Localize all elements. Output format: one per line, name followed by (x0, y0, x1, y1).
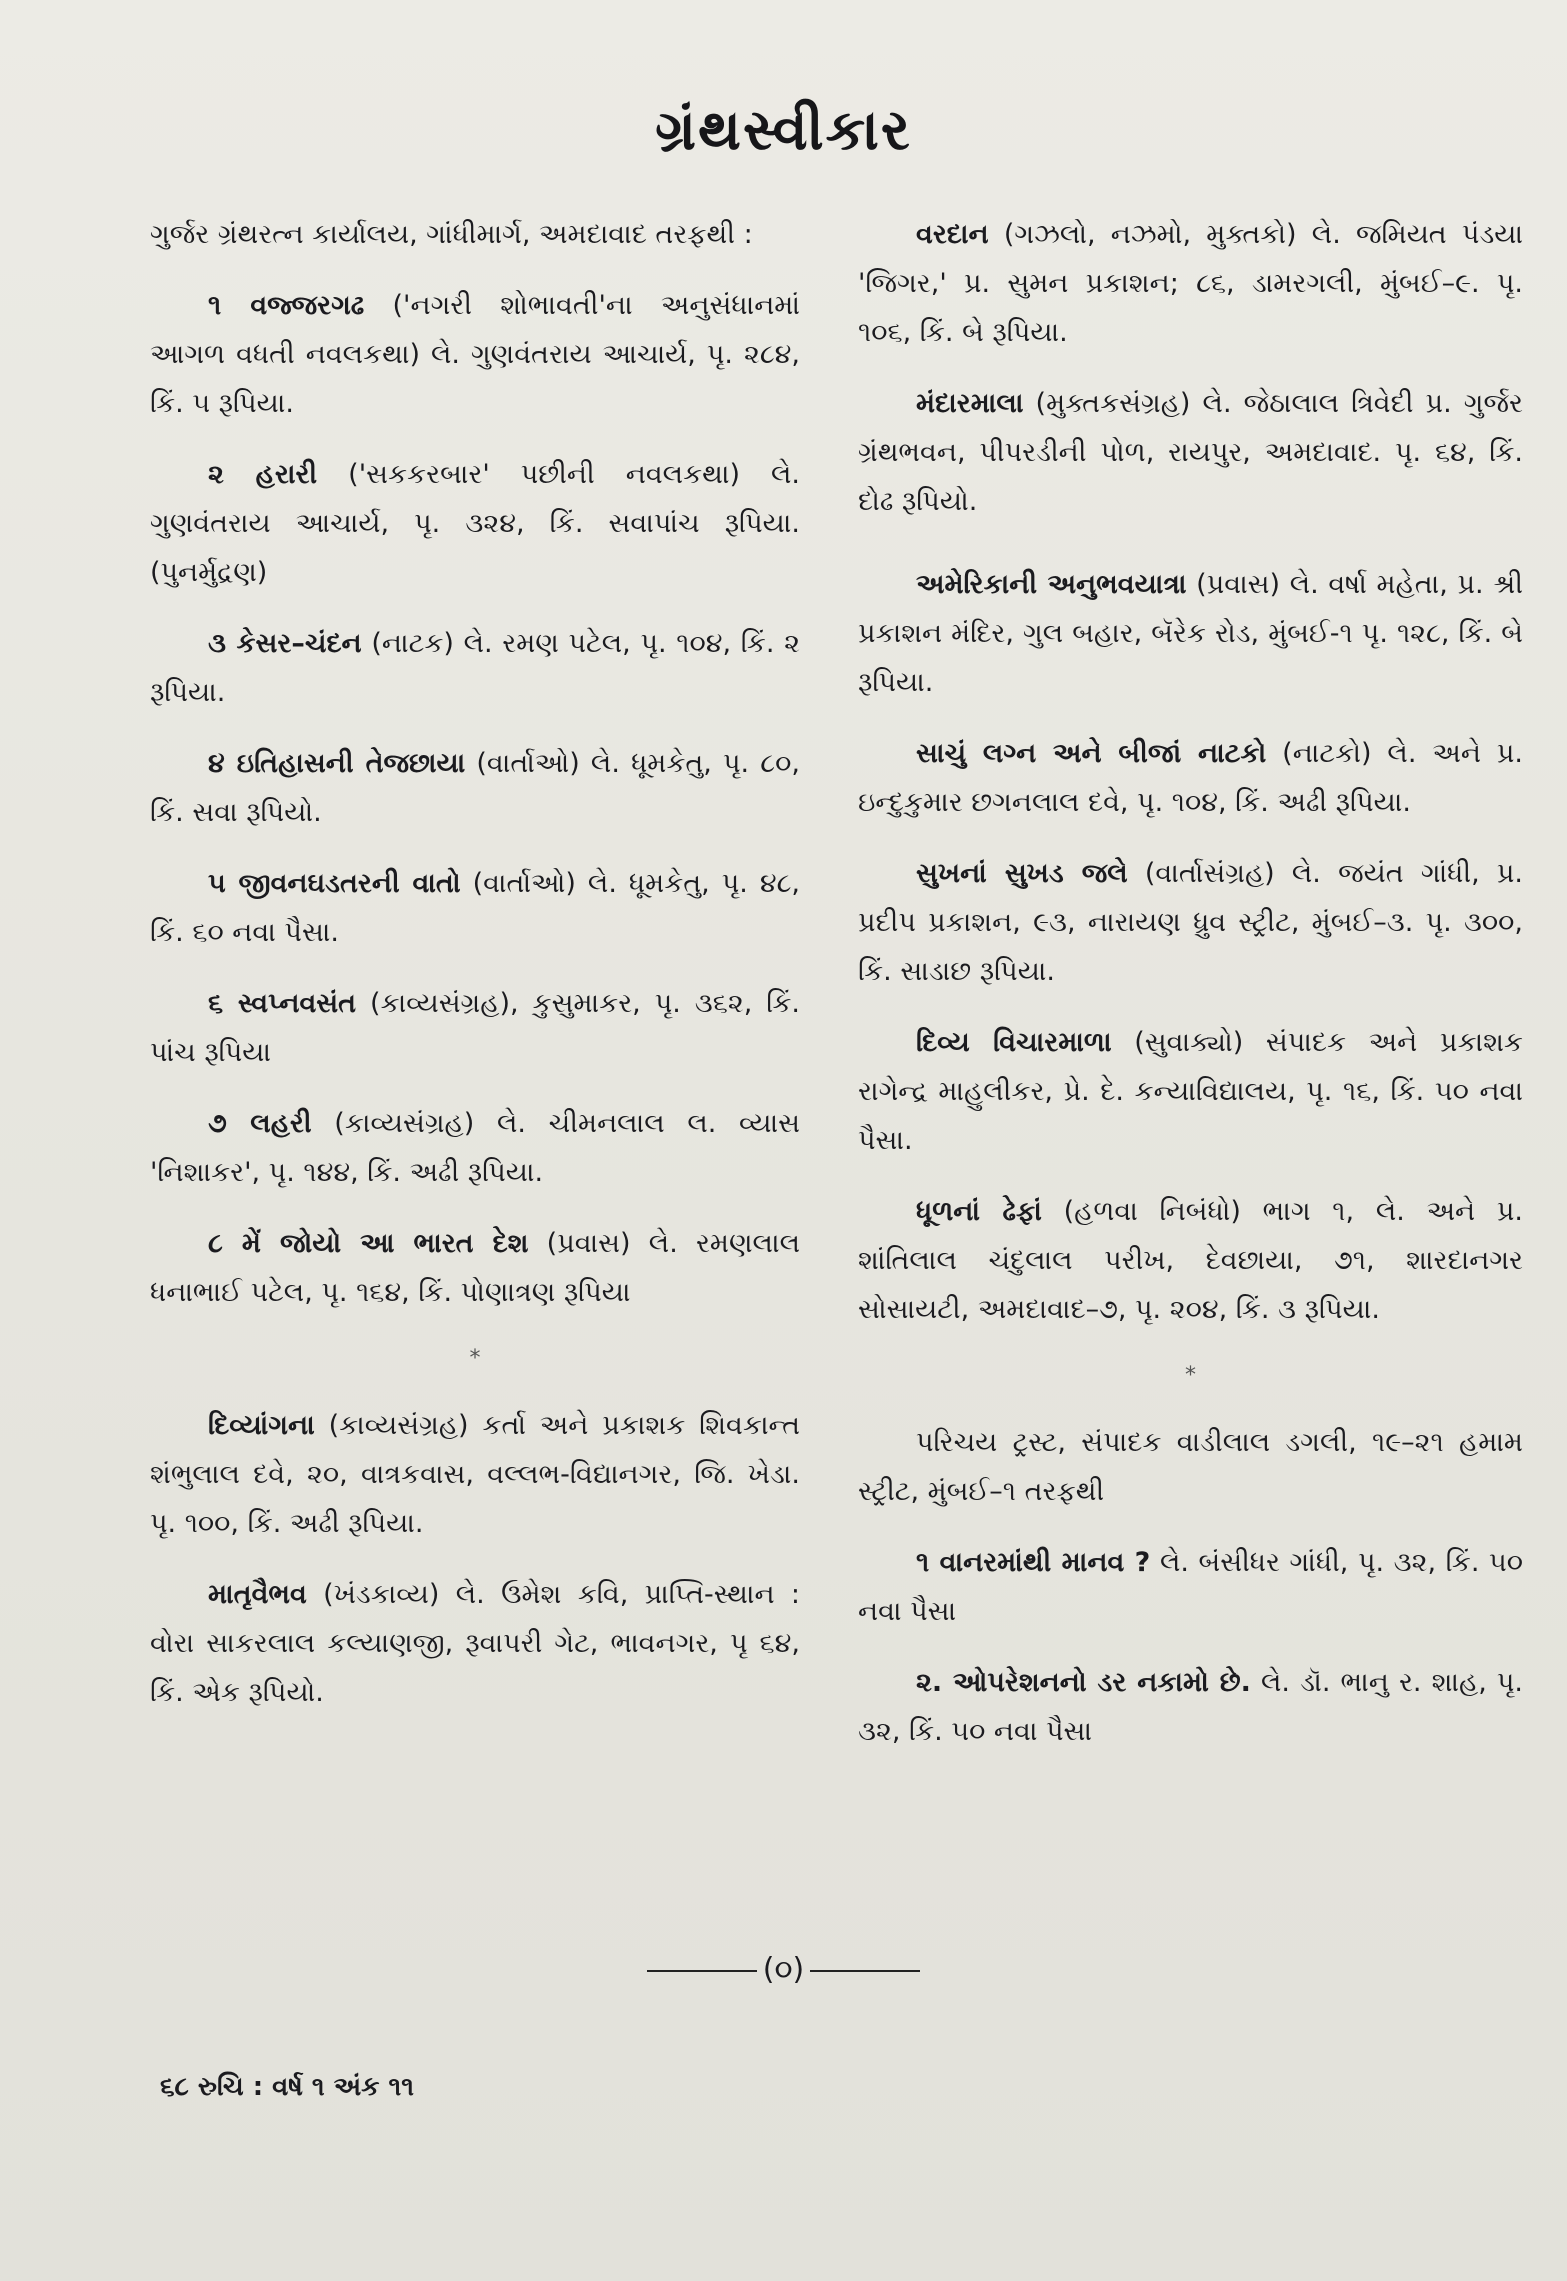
book-details: (નાટક) લે. રમણ પટેલ, પૃ. ૧૦૪, કિં. ૨ રૂપિયા. (150, 628, 800, 708)
book-details: (પ્રવાસ) લે. વર્ષા મહેતા, પ્ર. શ્રી પ્રકાશન મંદિર, ગુલ બહાર, બૅરેક રોડ, મુંબઈ-૧ પૃ. ૧૨૮, કિં. બે રૂપિયા. (858, 569, 1523, 698)
book-details: (પ્રવાસ) લે. રમણલાલ ધનાભાઈ પટેલ, પૃ. ૧૬૪, કિં. પોણાત્રણ રૂપિયા (150, 1228, 800, 1308)
page-footer: ૬૮ રુચિ : વર્ષ ૧ અંક ૧૧ (160, 2072, 415, 2102)
book-title: ૧ વાનરમાંથી માનવ ? (916, 1547, 1151, 1578)
book-entry (150, 1099, 800, 1197)
end-marker-text: (૦) (762, 1952, 805, 1987)
rule-right (810, 1970, 920, 1972)
book-title: ૫ જીવનઘડતરની વાતો (208, 868, 461, 899)
book-details: (કાવ્યસંગ્રહ) લે. ચીમનલાલ લ. વ્યાસ 'નિશાકર', પૃ. ૧૪૪, કિં. અઢી રૂપિયા. (150, 1108, 800, 1188)
publisher-intro: ગુર્જર ગ્રંથરત્ન કાર્યાલય, ગાંધીમાર્ગ, અમદાવાદ તરફથી : (150, 219, 753, 250)
book-entry (858, 1538, 1523, 1636)
book-title: ધૂળનાં ઢેફાં (916, 1196, 1042, 1227)
book-title: ૬ સ્વપ્નવસંત (208, 988, 357, 1019)
book-details: (હળવા નિબંધો) ભાગ ૧, લે. અને પ્ર. શાંતિલાલ ચંદુલાલ પરીખ, દેવછાયા, ૭૧, શારદાનગર સોસાયટી, અમદાવાદ–૭, પૃ. ૨૦૪, કિં. ૩ રૂપિયા. (858, 1196, 1524, 1325)
book-title: ૨. ઓપરેશનનો ડર નકામો છે. (916, 1667, 1251, 1698)
publisher-intro: પરિચય ટ્રસ્ટ, સંપાદક વાડીલાલ ડગલી, ૧૯–૨૧ હમામ સ્ટ્રીટ, મુંબઈ–૧ તરફથી (858, 1427, 1523, 1507)
book-title: ૩ કેસર–ચંદન (208, 628, 362, 659)
book-entry (858, 210, 1523, 357)
section-separator: * (469, 1346, 481, 1371)
book-details: (સુવાક્યો) સંપાદક અને પ્રકાશક રાગેન્દ્ર માહુલીકર, પ્રે. દે. કન્યાવિદ્યાલય, પૃ. ૧૬, કિં. ૫૦ નવા પૈસા. (858, 1027, 1523, 1156)
book-details: (વાર્તાઓ) લે. ધૂમકેતુ, પૃ. ૪૮, કિં. ૬૦ નવા પૈસા. (150, 868, 801, 948)
book-title: માતૃવૈભવ (208, 1579, 307, 1610)
book-title: વરદાન (916, 219, 989, 250)
book-entry (150, 619, 800, 717)
book-entry (150, 281, 800, 428)
book-details: (ગઝલો, નઝમો, મુક્તકો) લે. જમિયત પંડયા 'જિગર,' પ્ર. સુમન પ્રકાશન; ૮૬, ડામરગલી, મુંબઈ–૯. પૃ. ૧૦૬, કિં. બે રૂપિયા. (858, 219, 1523, 348)
end-marker (0, 1952, 1567, 1987)
section-separator: * (1185, 1363, 1196, 1388)
book-entry (858, 1658, 1523, 1756)
book-details: (કાવ્યસંગ્રહ), કુસુમાકર, પૃ. ૩૬૨, કિં. પાંચ રૂપિયા (150, 988, 800, 1068)
right-column (858, 210, 1523, 1778)
book-title: ૨ હરારી (208, 459, 318, 490)
book-title: મંદારમાલા (916, 388, 1024, 419)
book-entry (858, 1187, 1523, 1334)
book-details: લે. ડૉ. ભાનુ ર. શાહ, પૃ. ૩૨, કિં. ૫૦ નવા પૈસા (858, 1667, 1523, 1747)
book-title: ૪ ઇતિહાસની તેજછાયા (208, 748, 466, 779)
book-details: લે. બંસીધર ગાંધી, પૃ. ૩૨, કિં. ૫૦ નવા પૈસા (858, 1547, 1524, 1627)
book-title: સાચું લગ્ન અને બીજાં નાટકો (916, 738, 1267, 769)
book-entry (150, 1219, 800, 1317)
book-details: (ખંડકાવ્ય) લે. ઉમેશ કવિ, પ્રાપ્તિ-સ્થાન : વોરા સાકરલાલ કલ્યાણજી, રૂવાપરી ગેટ, ભાવનગર, પૃ ૬૪, કિં. એક રૂપિયો. (150, 1579, 800, 1708)
book-entry (858, 849, 1523, 996)
book-entry (150, 739, 800, 837)
left-column (150, 210, 800, 1739)
book-title: દિવ્ય વિચારમાળા (916, 1027, 1112, 1058)
book-title: સુખનાં સુખડ જલે (916, 858, 1128, 889)
book-title: ૭ લહરી (208, 1108, 312, 1139)
book-details: ('સકકરબાર' પછીની નવલકથા) લે. ગુણવંતરાય આચાર્ય, પૃ. ૩૨૪, કિં. સવાપાંચ રૂપિયા. (પુનર્મુદ્રણ) (150, 459, 800, 588)
book-entry (858, 729, 1523, 827)
book-title: ૧ વજ્જરગઢ (208, 290, 365, 321)
book-title: દિવ્યાંગના (208, 1410, 315, 1441)
rule-left (647, 1970, 757, 1972)
book-details: ('નગરી શોભાવતી'ના અનુસંધાનમાં આગળ વધતી નવલકથા) લે. ગુણવંતરાય આચાર્ય, પૃ. ૨૮૪, કિં. ૫ રૂપિયા. (150, 290, 800, 419)
page-title: ગ્રંથસ્વીકાર (655, 98, 912, 163)
book-entry (858, 1018, 1523, 1165)
book-entry (858, 560, 1523, 707)
book-entry (858, 379, 1523, 526)
book-title: ૮ મેં જોયો આ ભારત દેશ (208, 1228, 529, 1259)
book-entry (150, 1401, 800, 1548)
book-entry (150, 859, 800, 957)
book-details: (નાટકો) લે. અને પ્ર. ઇન્દુકુમાર છગનલાલ દવે, પૃ. ૧૦૪, કિં. અઢી રૂપિયા. (858, 738, 1524, 818)
book-details: (કાવ્યસંગ્રહ) કર્તા અને પ્રકાશક શિવકાન્ત શંભુલાલ દવે, ૨૦, વાત્રકવાસ, વલ્લભ-વિદ્યાનગર, જિ. ખેડા. પૃ. ૧૦૦, કિં. અઢી રૂપિયા. (150, 1410, 800, 1539)
book-title: અમેરિકાની અનુભવયાત્રા (916, 569, 1187, 600)
book-entry (150, 450, 800, 597)
book-details: (વાર્તાઓ) લે. ધૂમકેતુ, પૃ. ૮૦, કિં. સવા રૂપિયો. (150, 748, 800, 828)
book-entry (150, 979, 800, 1077)
book-entry (150, 1570, 800, 1717)
book-details: (મુક્તકસંગ્રહ) લે. જેઠાલાલ ત્રિવેદી પ્ર. ગુર્જર ગ્રંથભવન, પીપરડીની પોળ, રાયપુર, અમદાવાદ. પૃ. ૬૪, કિં. દોઢ રૂપિયો. (858, 388, 1523, 517)
book-details: (વાર્તાસંગ્રહ) લે. જયંત ગાંધી, પ્ર. પ્રદીપ પ્રકાશન, ૯૩, નારાયણ ધ્રુવ સ્ટ્રીટ, મુંબઈ–૩. પૃ. ૩૦૦, કિં. સાડાછ રૂપિયા. (858, 858, 1523, 987)
